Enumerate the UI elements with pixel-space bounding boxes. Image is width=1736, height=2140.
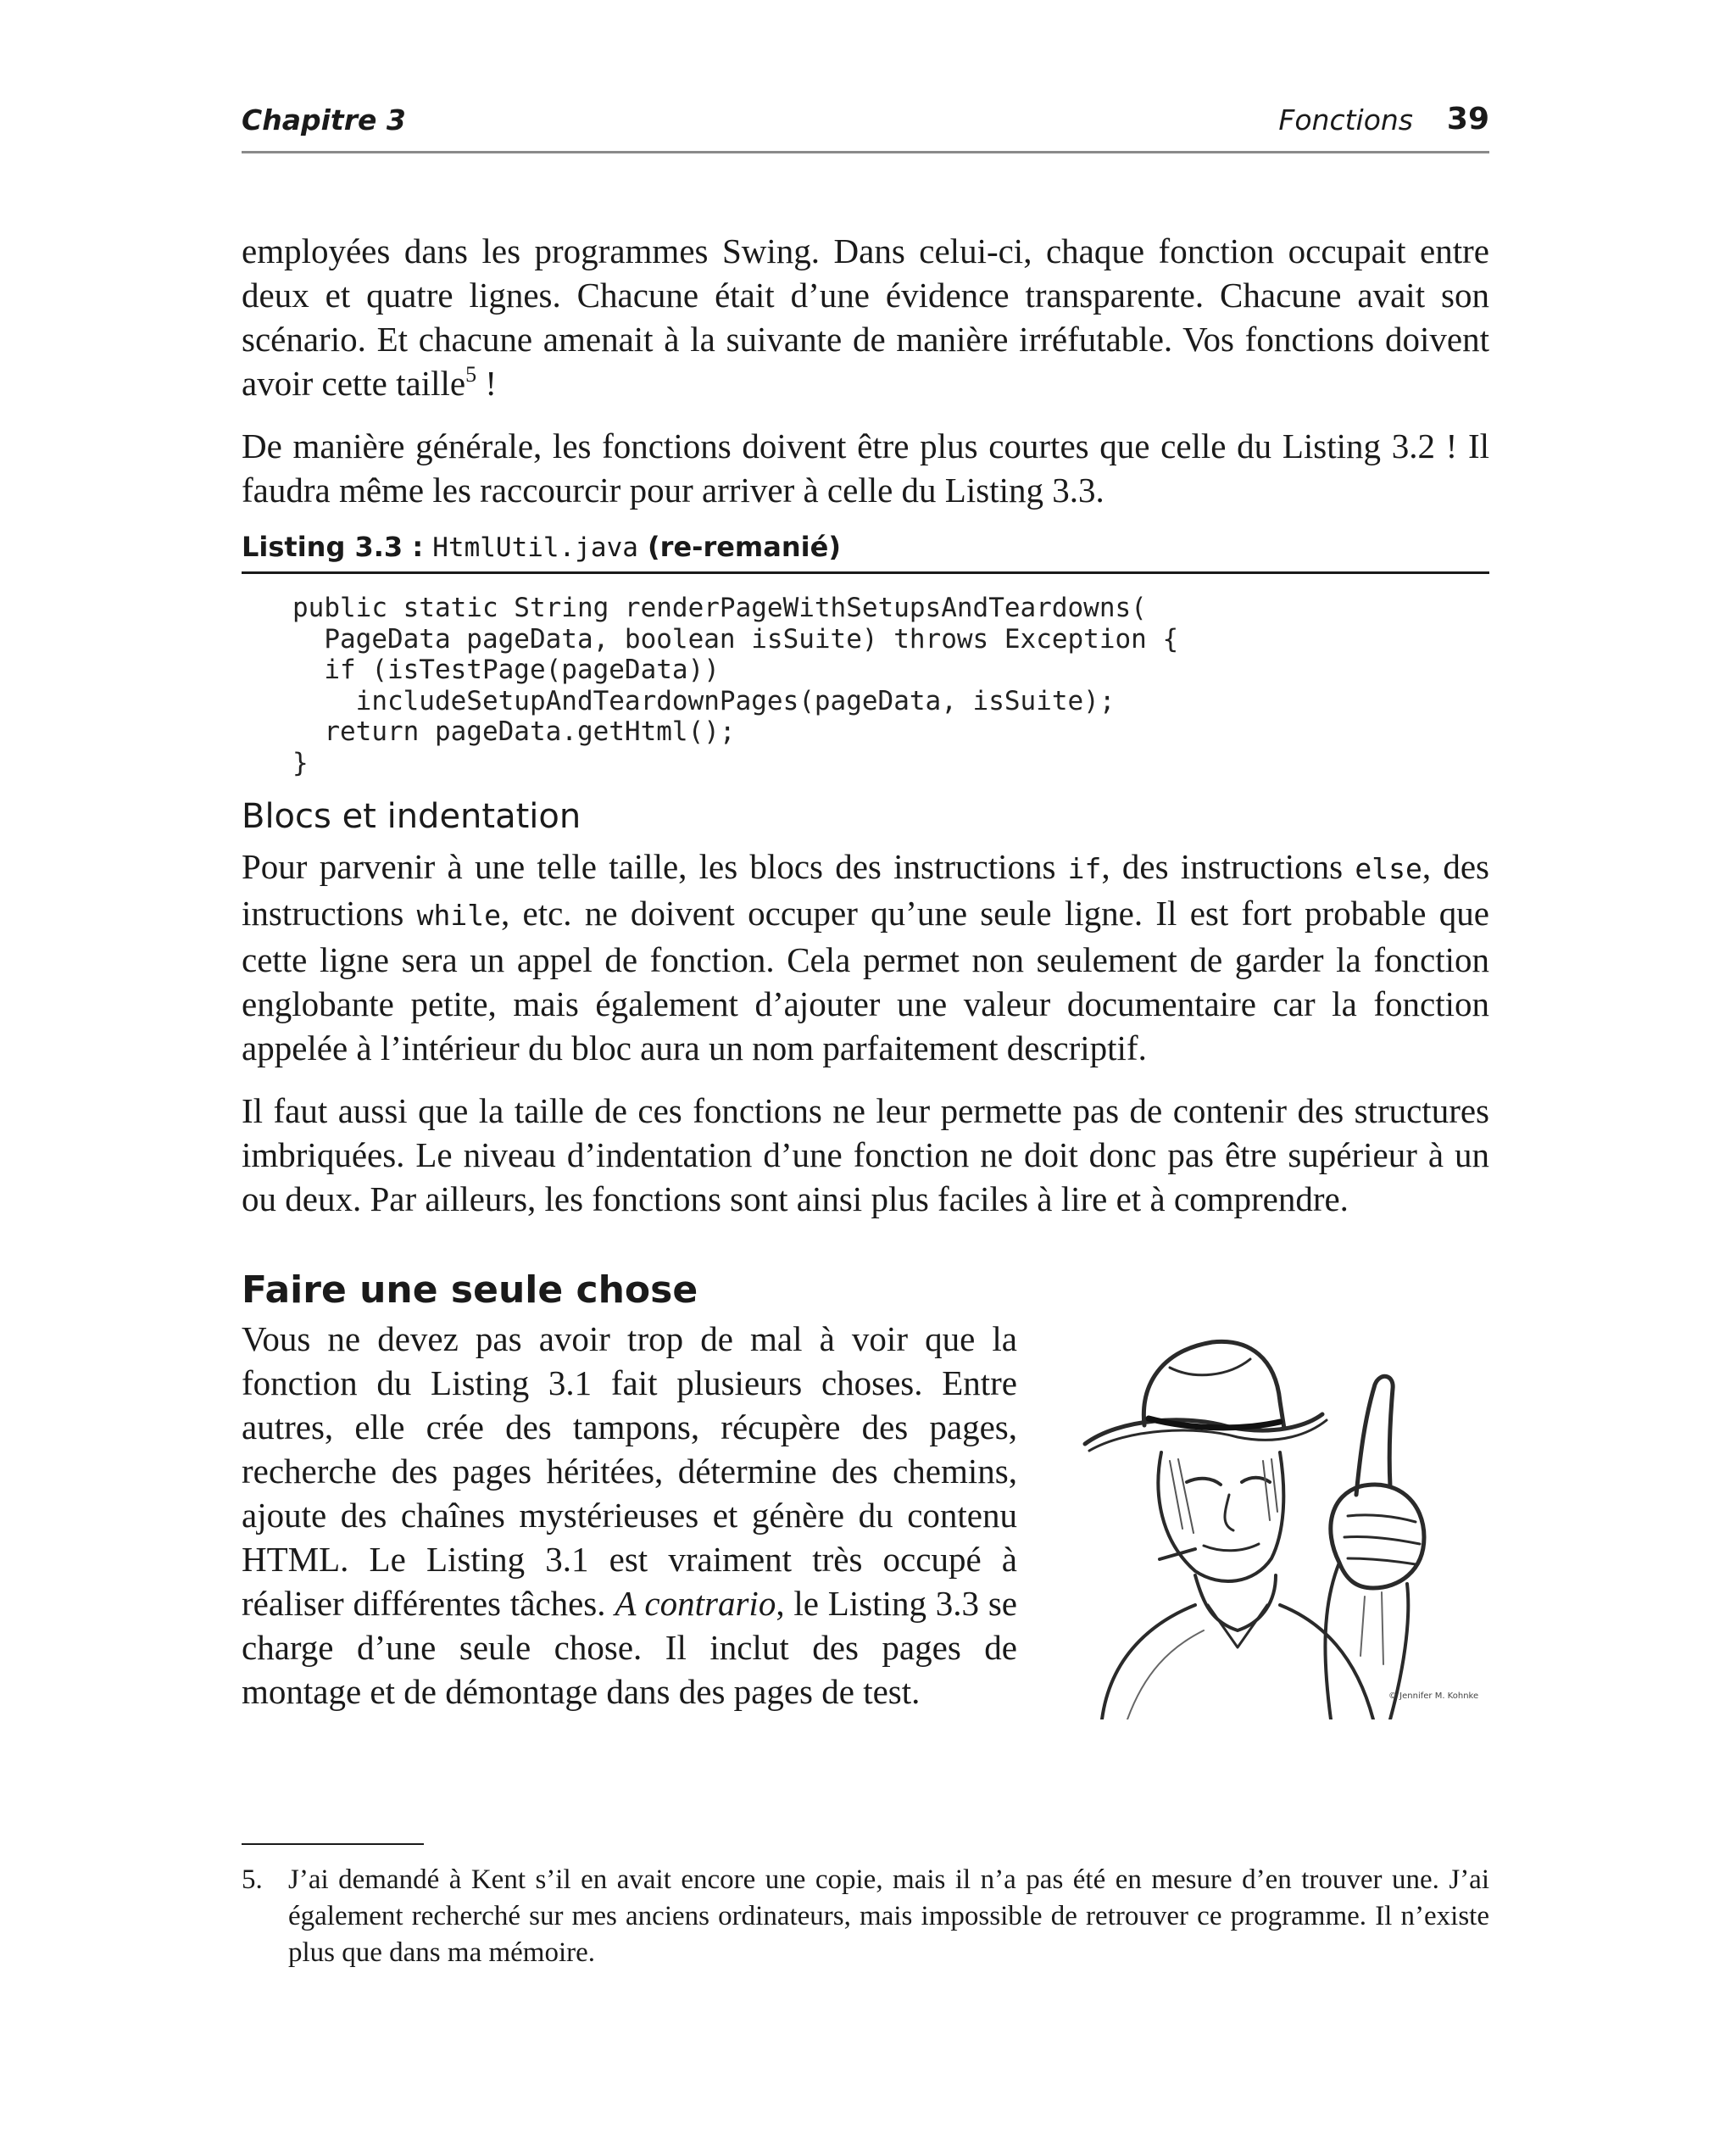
text-column xyxy=(242,1317,1017,1714)
listing-suffix: (re-remanié) xyxy=(648,531,841,563)
section-label: Fonctions xyxy=(1278,103,1413,137)
paragraph-blocs xyxy=(242,844,1489,1070)
paragraph-intro-end: ! xyxy=(476,364,497,403)
footnote xyxy=(242,1862,1489,1971)
text-run: , des instructions xyxy=(242,847,1490,933)
text-run: , le Listing 3.3 se charge d’une seule chose. Il inclut des pages de montage et de démontage dans des pages de test. xyxy=(242,1584,1017,1711)
text-run: Vous ne devez pas avoir trop de mal à voir que la fonction du Listing 3.1 fait plusieurs choses. Entre autres, elle crée des tampons, récupère des pages, recherche des pages héritées, détermine des chemins, ajoute des chaînes mystérieuses et génère du contenu HTML. Le Listing 3.1 est vraiment très occupé à réaliser différentes tâches. xyxy=(242,1319,1017,1623)
text-run: , des instructions xyxy=(1101,847,1355,886)
listing-label: Listing 3.3 : xyxy=(242,531,424,563)
running-header xyxy=(242,102,1489,153)
inline-code-while: while xyxy=(416,899,501,932)
illustration-credit: © Jennifer M. Kohnke xyxy=(1388,1691,1479,1701)
page-body xyxy=(242,229,1489,1732)
footnote-ref: 5 xyxy=(465,362,477,387)
section-seule-chose xyxy=(242,1317,1489,1714)
listing-filename: HtmlUtil.java xyxy=(432,532,638,563)
paragraph-indentation: Il faut aussi que la taille de ces fonctions ne leur permette pas de contenir des structures imbriquées. Le niveau d’indentation d’une fonction ne doit donc pas être supérieur à un ou deux. Par ailleurs, les fonctions sont ainsi plus faciles à lire et à comprendre. xyxy=(242,1091,1489,1218)
inline-code-else: else xyxy=(1355,852,1422,885)
text-run: Pour parvenir à une telle taille, les blocs des instructions xyxy=(242,847,1068,886)
section-heading-seule-chose: Faire une seule chose xyxy=(242,1268,698,1312)
listing-caption xyxy=(242,531,1489,574)
code-listing: public static String renderPageWithSetupsAndTeardowns( PageData pageData, boolean isSuite) throws Exception { if (isTestPage(pageData)) includeSetupAndTeardownPages(pageData, isSuite); return pageData.getHtml(); } xyxy=(292,593,1179,778)
cowboy-sketch-illustration xyxy=(1068,1334,1492,1719)
footnote-separator xyxy=(242,1843,424,1845)
text-run: , etc. ne doivent occuper qu’une seule ligne. Il est fort probable que cette ligne sera un appel de fonction. Cela permet non seulement de garder la fonction englobante petite, mais également d’ajouter une valeur documentaire car la fonction appelée à l’intérieur du bloc aura un nom parfaitement descriptif. xyxy=(242,894,1489,1067)
paragraph-intro-text: employées dans les programmes Swing. Dans celui-ci, chaque fonction occupait entre deux et quatre lignes. Chacune était d’une évidence transparente. Chacune avait son scénario. Et chacune amenait à la suivante de manière irréfutable. Vos fonctions doivent avoir cette taille xyxy=(242,231,1489,403)
footnote-text: J’ai demandé à Kent s’il en avait encore une copie, mais il n’a pas été en mesure d’en trouver une. J’ai également recherché sur mes anciens ordinateurs, mais impossible de retrouver ce programme. Il n’existe plus que dans ma mémoire. xyxy=(288,1864,1489,1968)
paragraph-general: De manière générale, les fonctions doivent être plus courtes que celle du Listing 3.2 ! Il faudra même les raccourcir pour arriver à celle du Listing 3.3. xyxy=(242,426,1489,510)
page-number: 39 xyxy=(1446,102,1489,137)
italic-term: A contrario xyxy=(615,1584,776,1623)
subsection-heading-blocs: Blocs et indentation xyxy=(242,797,581,836)
paragraph-seule-chose xyxy=(242,1317,1017,1714)
footnote-number: 5. xyxy=(242,1864,263,1895)
chapter-label: Chapitre 3 xyxy=(242,103,406,137)
paragraph-intro xyxy=(242,229,1489,405)
inline-code-if: if xyxy=(1067,852,1102,885)
